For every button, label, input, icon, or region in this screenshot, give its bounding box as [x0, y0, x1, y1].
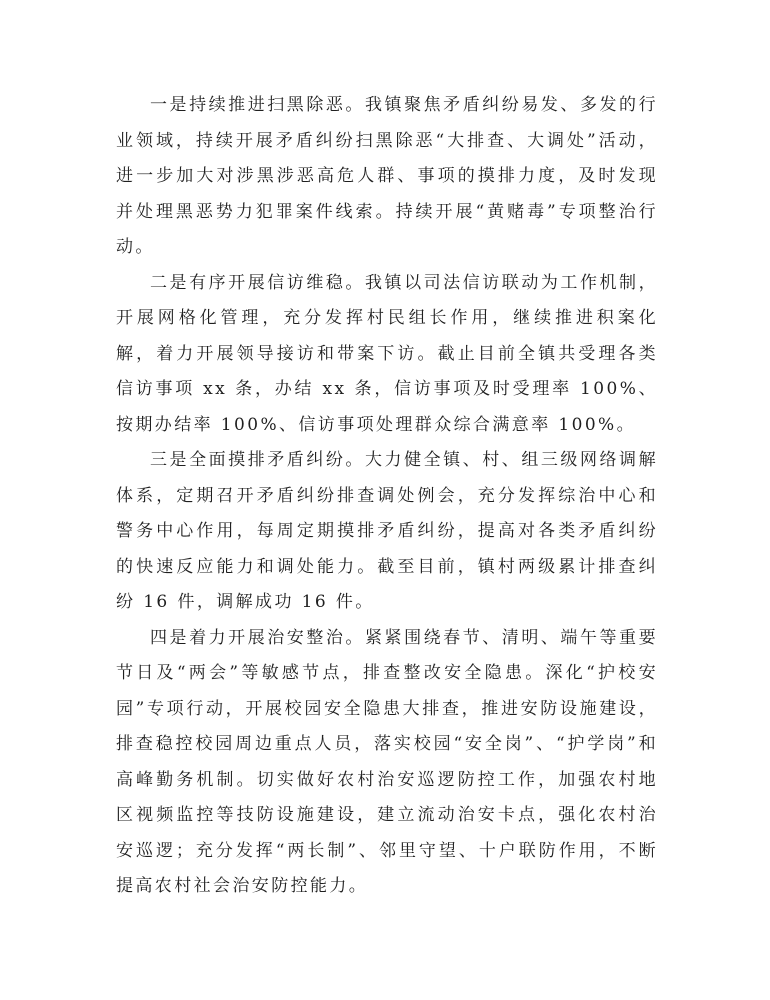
paragraph-petition-stability: 二是有序开展信访维稳。我镇以司法信访联动为工作机制，开展网格化管理，充分发挥村民组长作用，继续推进积案化解，着力开展领导接访和带案下访。截止目前全镇共受理各类信访事项 xx 条，办结 xx 条，信访事项及时受理率 100%、按期办结率 100%、信访事项处理群众综合满意率 100%。 [116, 272, 658, 435]
paragraph-anti-crime: 一是持续推进扫黑除恶。我镇聚焦矛盾纠纷易发、多发的行业领域，持续开展矛盾纠纷扫黑除恶“大排查、大调处”活动，进一步加大对涉黑涉恶高危人群、事项的摸排力度，及时发现并处理黑恶势力犯罪案件线索。持续开展“黄赌毒”专项整治行动。 [116, 95, 658, 257]
paragraph-dispute-investigation: 三是全面摸排矛盾纠纷。大力健全镇、村、组三级网络调解体系，定期召开矛盾纠纷排查调处例会，充分发挥综治中心和警务中心作用，每周定期摸排矛盾纠纷，提高对各类矛盾纠纷的快速反应能力和调处能力。截至目前，镇村两级累计排查纠纷 16 件，调解成功 16 件。 [116, 450, 658, 612]
paragraph-public-security: 四是着力开展治安整治。紧紧围绕春节、清明、端午等重要节日及“两会”等敏感节点，排查整改安全隐患。深化“护校安园”专项行动，开展校园安全隐患大排查，推进安防设施建设，排查稳控校园周边重点人员，落实校园“安全岗”、“护学岗”和高峰勤务机制。切实做好农村治安巡逻防控工作，加强农村地区视频监控等技防设施建设，建立流动治安卡点，强化农村治安巡逻；充分发挥“两长制”、邻里守望、十户联防作用，不断提高农村社会治安防控能力。 [116, 627, 658, 896]
